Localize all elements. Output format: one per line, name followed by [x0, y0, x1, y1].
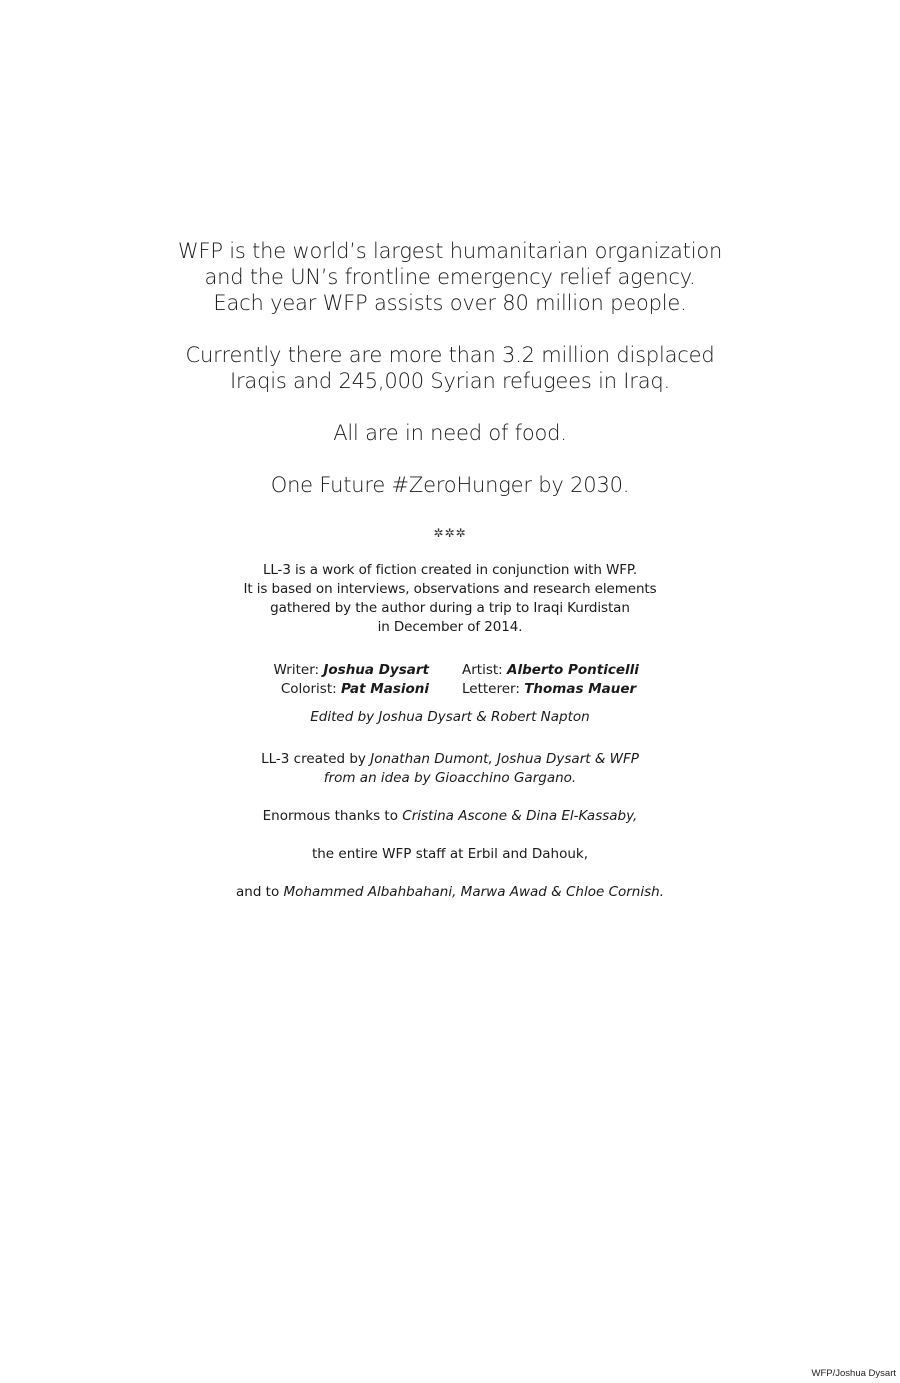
- colorist-credit: [274, 680, 429, 699]
- roles-right-column: [462, 661, 639, 699]
- about-note: [0, 561, 900, 637]
- artist-credit: [462, 661, 639, 680]
- photo-credit: WFP/Joshua Dysart: [811, 1368, 896, 1379]
- intro-line: Iraqis and 245,000 Syrian refugees in Iraq.: [229, 369, 671, 393]
- about-line: It is based on interviews, observations and research elements: [243, 581, 657, 597]
- intro-paragraph-zero-hunger: [0, 472, 900, 498]
- intro-paragraph-displaced: [0, 342, 900, 394]
- intro-line: and the UN’s frontline emergency relief agency.: [204, 265, 696, 289]
- intro-paragraph-need: [0, 420, 900, 446]
- intro-paragraph-organization: [0, 238, 900, 316]
- intro-line: WFP is the world’s largest humanitarian organization: [177, 239, 723, 263]
- thanks-staff-line: the entire WFP staff at Erbil and Dahouk,: [311, 846, 589, 862]
- thanks-names: Cristina Ascone & Dina El-Kassaby,: [402, 808, 638, 824]
- letterer-credit: [462, 680, 639, 699]
- about-line: LL-3 is a work of fiction created in conjunction with WFP.: [262, 562, 638, 578]
- thanks-line: [0, 807, 900, 826]
- idea-credit: from an idea by Gioacchino Gargano.: [323, 770, 577, 786]
- intro-line: All are in need of food.: [333, 421, 567, 445]
- artist-name: Alberto Ponticelli: [507, 662, 639, 678]
- created-by-credit: [0, 750, 900, 788]
- intro-line: Each year WFP assists over 80 million people.: [213, 291, 687, 315]
- about-line: in December of 2014.: [377, 619, 523, 635]
- intro-statement: [0, 238, 900, 524]
- created-by-names: Jonathan Dumont, Joshua Dysart & WFP: [370, 751, 639, 767]
- letterer-label: Letterer:: [462, 681, 520, 697]
- artist-label: Artist:: [462, 662, 503, 678]
- thanks-final-prefix: and to: [235, 884, 284, 900]
- writer-label: Writer:: [273, 662, 320, 678]
- intro-line: Currently there are more than 3.2 million displaced: [185, 343, 715, 367]
- thanks-prefix: Enormous thanks to: [262, 808, 403, 824]
- created-by-line: [0, 750, 900, 769]
- section-separator: ✲✲✲: [433, 526, 467, 540]
- intro-line: One Future #ZeroHunger by 2030.: [270, 473, 630, 497]
- writer-name: Joshua Dysart: [323, 662, 429, 678]
- colorist-name: Pat Masioni: [340, 681, 429, 697]
- letterer-name: Thomas Mauer: [524, 681, 637, 697]
- roles-left-column: [274, 661, 429, 699]
- edited-by-credit: Edited by Joshua Dysart & Robert Napton: [310, 709, 590, 725]
- created-by-prefix: LL-3 created by: [261, 751, 371, 767]
- writer-credit: [274, 661, 429, 680]
- thanks-final-line: [0, 883, 900, 902]
- about-line: gathered by the author during a trip to Iraqi Kurdistan: [270, 600, 630, 616]
- colorist-label: Colorist:: [280, 681, 337, 697]
- thanks-final-names: Mohammed Albahbahani, Marwa Awad & Chloe Cornish.: [283, 884, 664, 900]
